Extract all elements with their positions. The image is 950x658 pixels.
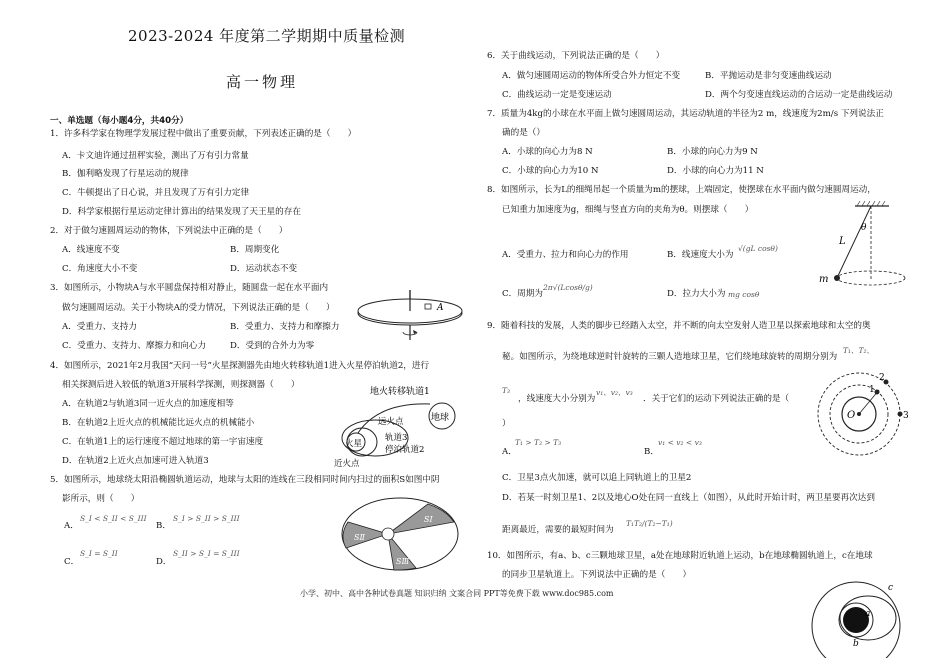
q8-mass-label: m	[819, 274, 829, 285]
q10-sat-b-label: b	[853, 639, 859, 649]
q10-stem-line1: 10．如图所示，有a、b、c三颗地球卫星，a处在地球附近轨道上运动，b在地球椭圆轨道上，c在地球	[487, 551, 873, 561]
q4-option-d: D．在轨道2上近火点加速可进入轨道3	[62, 456, 209, 466]
subject-title: 高一物理	[226, 73, 299, 91]
q8-angle-label: θ	[861, 223, 867, 233]
q2-option-b: B．周期变化	[230, 245, 280, 255]
q3-block-label: A	[437, 303, 444, 313]
q8-option-a: A．受重力、拉力和向心力的作用	[502, 250, 629, 260]
q8-option-d-formula: mg cosθ	[728, 290, 760, 299]
q10-sat-c-label: c	[888, 583, 894, 593]
q9-option-d: D．若某一时刻卫星1、2以及地心O处在同一直线上（如图），从此时开始计时，两卫星要再次达到	[502, 493, 875, 503]
q3-option-c: C．受重力、支持力、摩擦力和向心力	[62, 341, 207, 351]
q9-option-d-line2: 距离最近，需要的最短时间为	[502, 525, 614, 535]
q10-sat-a-label: a	[865, 609, 871, 619]
q9-option-d-formula: T₁T₂/(T₂−T₁)	[626, 519, 673, 528]
q7-option-a: A．小球的向心力为8 N	[502, 147, 593, 157]
q5-ellipse-figure	[338, 494, 463, 576]
q9-center-label: O	[847, 410, 856, 421]
section-heading: 一、单选题（每小题4分，共40分）	[50, 116, 189, 126]
q9-satellite-figure	[815, 370, 915, 462]
q3-turntable-figure	[355, 288, 465, 348]
q4-option-c: C．在轨道1上的运行速度不超过地球的第一宇宙速度	[62, 437, 264, 447]
q5-stem-line1: 5．如图所示，地球绕太阳沿椭圆轨道运动，地球与太阳的连线在三段相同时间内扫过的面积S如图中阴	[50, 475, 440, 485]
q1-option-a: A．卡文迪许通过扭秤实验，测出了万有引力常量	[62, 151, 249, 161]
q6-option-b: B．平抛运动是非匀变速曲线运动	[705, 71, 832, 81]
q2-option-a: A．线速度不变	[62, 245, 120, 255]
q9-stem-line3: ，线速度大小分别为	[518, 394, 596, 404]
q8-length-label: L	[839, 236, 846, 247]
q7-option-d: D．小球的向心力为11 N	[667, 166, 764, 176]
q8-pendulum-figure	[815, 200, 907, 290]
q7-option-c: C．小球的向心力为10 N	[502, 166, 599, 176]
q4-near-point-label: 近火点	[334, 459, 360, 469]
q5-s1-label: SⅠ	[424, 515, 433, 524]
q6-option-a: A．做匀速圆周运动的物体所受合外力恒定不变	[502, 71, 681, 81]
q9-option-b-label: B．	[644, 447, 659, 457]
q9-speeds-formula: v₁、v₂、v₃	[596, 388, 633, 397]
q8-stem-line2: 已知重力加速度为g，细绳与竖直方向的夹角为θ。则摆球（ ）	[502, 205, 754, 215]
q4-transfer-label: 地火转移轨道1	[370, 387, 430, 397]
q9-sat2-label: 2	[879, 373, 885, 383]
q9-sat3-label: 3	[903, 411, 909, 421]
q1-stem: 1．许多科学家在物理学发展过程中做出了重要贡献，下列表述正确的是（ ）	[50, 129, 357, 139]
q9-option-b-formula: v₁ < v₂ < v₃	[658, 438, 702, 447]
q3-option-d: D．受到的合外力为零	[230, 341, 315, 351]
q9-option-a-label: A．	[502, 447, 517, 457]
q5-option-d-label: D．	[156, 557, 172, 567]
q4-earth-label: 地球	[431, 413, 450, 423]
q5-stem-line2: 影所示，则（ ）	[62, 494, 140, 504]
q7-stem-line1: 7．质量为4kg的小球在水平面上做匀速圆周运动，其运动轨道的半径为2 m，线速度为2m/s 下列说法正	[487, 109, 884, 119]
q2-option-d: D．运动状态不变	[230, 264, 298, 274]
q10-orbit-figure	[808, 578, 908, 658]
q4-park-orbit-label: 停泊轨道2	[385, 445, 425, 455]
q5-s2-label: SⅡ	[354, 533, 365, 542]
q3-option-a: A．受重力、支持力	[62, 322, 137, 332]
q5-option-b-label: B．	[156, 521, 171, 531]
q5-option-b-formula: S_I > S_II > S_III	[173, 514, 240, 523]
q5-option-c-formula: S_I = S_II	[80, 549, 118, 558]
q8-option-c-formula: 2π√(Lcosθ/g)	[543, 283, 593, 292]
q9-sat1-label: 1	[869, 385, 875, 395]
q3-stem-line2: 做匀速圆周运动。关于小物块A的受力情况，下列说法正确的是（ ）	[62, 303, 335, 313]
exam-title: 2023-2024 年度第二学期期中质量检测	[128, 27, 406, 45]
q5-option-a-formula: S_I < S_II < S_III	[80, 514, 147, 523]
q6-option-c: C．曲线运动一定是变速运动	[502, 90, 612, 100]
q4-orbit-figure	[330, 382, 470, 472]
q4-mars-label: 火星	[345, 439, 363, 449]
q5-option-a-label: A．	[64, 521, 79, 531]
q2-stem: 2．对于做匀速圆周运动的物体，下列说法中正确的是（ ）	[50, 226, 288, 236]
q4-option-a: A．在轨道2与轨道3同一近火点的加速度相等	[62, 399, 234, 409]
q1-option-d: D．科学家根据行星运动定律计算出的结果发现了天王星的存在	[62, 207, 301, 217]
q2-option-c: C．角速度大小不变	[62, 264, 138, 274]
q5-option-c-label: C．	[64, 557, 80, 567]
q8-option-d-label: D．拉力大小为	[667, 289, 726, 299]
q9-stem-line1: 9．随着科技的发展，人类的脚步已经踏入太空，并不断的向太空发射人造卫星以探索地球和太空的奥	[487, 321, 871, 331]
q3-option-b: B．受重力、支持力和摩擦力	[230, 322, 340, 332]
q9-stem-line3b: ．关于它们的运动下列说法正确的是（	[643, 394, 790, 404]
q6-stem: 6．关于曲线运动，下列说法正确的是（ ）	[487, 51, 665, 61]
q5-s3-label: SⅢ	[396, 557, 410, 566]
q4-stem-line2: 相关探测后进入较低的轨道3开展科学探测，则探测器（ ）	[62, 380, 300, 390]
q4-option-b: B．在轨道2上近火点的机械能比远火点的机械能小	[62, 418, 255, 428]
q5-option-d-formula: S_II > S_I = S_III	[173, 549, 240, 558]
q1-option-c: C．牛顿提出了日心说，并且发现了万有引力定律	[62, 188, 250, 198]
q9-option-a-formula: T₁ > T₂ > T₃	[515, 438, 562, 447]
q7-option-b: B．小球的向心力为9 N	[667, 147, 758, 157]
q6-option-d: D．两个匀变速直线运动的合运动一定是曲线运动	[705, 90, 893, 100]
page-footer: 小学、初中、高中各种试卷真题 知识归纳 文案合同 PPT等免费下载 www.doc985.com	[300, 589, 614, 598]
q4-orbit3-label: 轨道3	[385, 433, 408, 443]
q9-period3-formula: T₃	[502, 386, 511, 395]
q9-stem-line2: 秘。如图所示，为绕地球逆时针旋转的三颗人造地球卫星，它们绕地球旋转的周期分别为	[502, 352, 838, 362]
q8-stem-line1: 8．如图所示，长为L的细绳吊起一个质量为m的摆球，上端固定，使摆球在水平面内做匀速圆周运动，	[487, 185, 876, 195]
q3-stem-line1: 3．如图所示，小物块A与水平圆盘保持相对静止，随圆盘一起在水平面内	[50, 283, 329, 293]
q8-option-b-formula: √(gL cosθ)	[738, 244, 778, 253]
q9-periods-formula: T₁、T₂、	[843, 346, 875, 355]
q4-far-point-label: 远火点	[378, 417, 404, 427]
q4-stem-line1: 4．如图所示，2021年2月我国“天问一号”火星探测器先由地火转移轨道1进入火星停泊轨道2，进行	[50, 361, 430, 371]
q9-option-c: C．卫星3点火加速，就可以追上同轨道上的卫星2	[502, 473, 692, 483]
q8-option-c-label: C．周期为	[502, 289, 543, 299]
q7-stem-line2: 确的是（）	[502, 128, 545, 138]
q10-stem-line2: 的同步卫星轨道上。下列说法中正确的是（ ）	[502, 570, 692, 580]
q8-option-b-label: B．线速度大小为	[667, 250, 734, 260]
q1-option-b: B．伽利略发现了行星运动的规律	[62, 169, 189, 179]
q9-stem-line4: ）	[502, 419, 511, 429]
